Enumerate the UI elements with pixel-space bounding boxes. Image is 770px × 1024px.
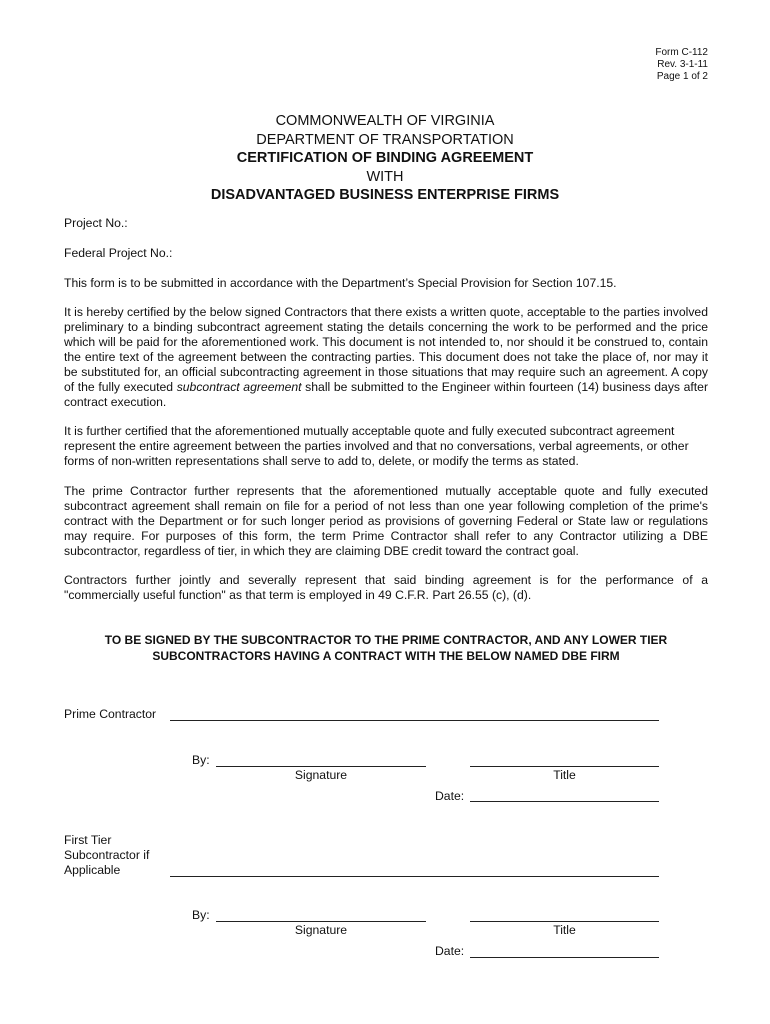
document-header — [0, 112, 770, 205]
first-tier-label — [64, 833, 149, 878]
first-tier-title-label: Title — [553, 923, 576, 937]
header-certification-title: CERTIFICATION OF BINDING AGREEMENT — [236, 150, 534, 166]
paragraph-certification-text: It is hereby certified by the below signed Contractors that there exists a written quote, acceptable to the parties involved preliminary to a binding subcontract agreement stating the details concerning the work to be performed and the price which will be paid for the aforementioned work. This document is not intended to, nor should it be construed to, contain the entire text of the agreement between the contracting parties. This document does not take the place of, nor may it be substituted for, an official subcontracting agreement in those situations that may require such an agreement. A copy of the fully executed — [64, 305, 708, 394]
paragraph-further-certified: It is further certified that the aforementioned mutually acceptable quote and fully executed subcontract agreement represent the entire agreement between the parties involved and that no conversations, verbal agreements, or other forms of non-written representations shall serve to add to, delete, or modify the terms as stated. — [64, 424, 689, 468]
paragraph-commercially-useful: Contractors further jointly and severally represent that said binding agreement is for the performance of a "commercially useful function" as that term is employed in 49 C.F.R. Part 26.55 (c), (d). — [64, 573, 708, 602]
header-with: WITH — [366, 168, 404, 185]
prime-date-line[interactable] — [470, 801, 659, 802]
header-commonwealth: COMMONWEALTH OF VIRGINIA — [275, 113, 495, 129]
prime-date-label: Date: — [435, 789, 465, 803]
page-number: Page 1 of 2 — [656, 71, 708, 82]
prime-title-line[interactable] — [470, 766, 659, 767]
signing-instruction-line1: TO BE SIGNED BY THE SUBCONTRACTOR TO THE PRIME CONTRACTOR, AND ANY LOWER TIER — [104, 633, 668, 647]
prime-by-label: By: — [192, 753, 210, 767]
signing-instruction-line2: SUBCONTRACTORS HAVING A CONTRACT WITH THE BELOW NAMED DBE FIRM — [152, 649, 620, 663]
first-tier-label-line1: First Tier — [64, 833, 112, 847]
intro-paragraph: This form is to be submitted in accordance with the Department’s Special Provision for Section 107.15. — [64, 276, 617, 290]
first-tier-line[interactable] — [170, 876, 659, 877]
first-tier-signature-label: Signature — [294, 923, 348, 937]
header-department: DEPARTMENT OF TRANSPORTATION — [256, 131, 514, 148]
form-number: Form C-112 — [655, 47, 708, 58]
prime-signature-label: Signature — [294, 768, 348, 782]
first-tier-title-line[interactable] — [470, 921, 659, 922]
signing-instruction — [64, 632, 708, 664]
paragraph-certification — [64, 305, 708, 410]
form-revision: Rev. 3-1-11 — [657, 59, 708, 70]
prime-contractor-label: Prime Contractor — [64, 707, 157, 721]
prime-signature-line[interactable] — [216, 766, 426, 767]
project-no-label: Project No.: — [64, 216, 128, 230]
first-tier-label-line2: Subcontractor if — [64, 848, 150, 862]
first-tier-date-label: Date: — [435, 944, 465, 958]
subcontract-agreement-emphasis: subcontract agreement — [176, 380, 302, 394]
first-tier-date-line[interactable] — [470, 957, 659, 958]
first-tier-signature-line[interactable] — [216, 921, 426, 922]
prime-contractor-line[interactable] — [170, 720, 659, 721]
federal-project-no-label: Federal Project No.: — [64, 246, 173, 260]
form-identifier — [655, 47, 708, 83]
paragraph-certification-end: shall be submitted to the Engineer within fourteen (14) business days after contract execution. — [64, 380, 709, 409]
first-tier-by-label: By: — [192, 908, 210, 922]
paragraph-prime-contractor: The prime Contractor further represents that the aforementioned mutually acceptable quote and fully executed subcontract agreement shall remain on file for a period of not less than one year following completion of the prime's contract with the Department or for such longer period as provisions of governing Federal or State law or regulations may require. For purposes of this form, the term Prime Contractor shall refer to any Contractor utilizing a DBE subcontractor, regardless of tier, in which they are claiming DBE credit toward the contract goal. — [64, 484, 708, 558]
prime-title-label: Title — [553, 768, 576, 782]
header-dbe-title: DISADVANTAGED BUSINESS ENTERPRISE FIRMS — [210, 187, 560, 203]
first-tier-label-line3: Applicable — [64, 863, 121, 877]
